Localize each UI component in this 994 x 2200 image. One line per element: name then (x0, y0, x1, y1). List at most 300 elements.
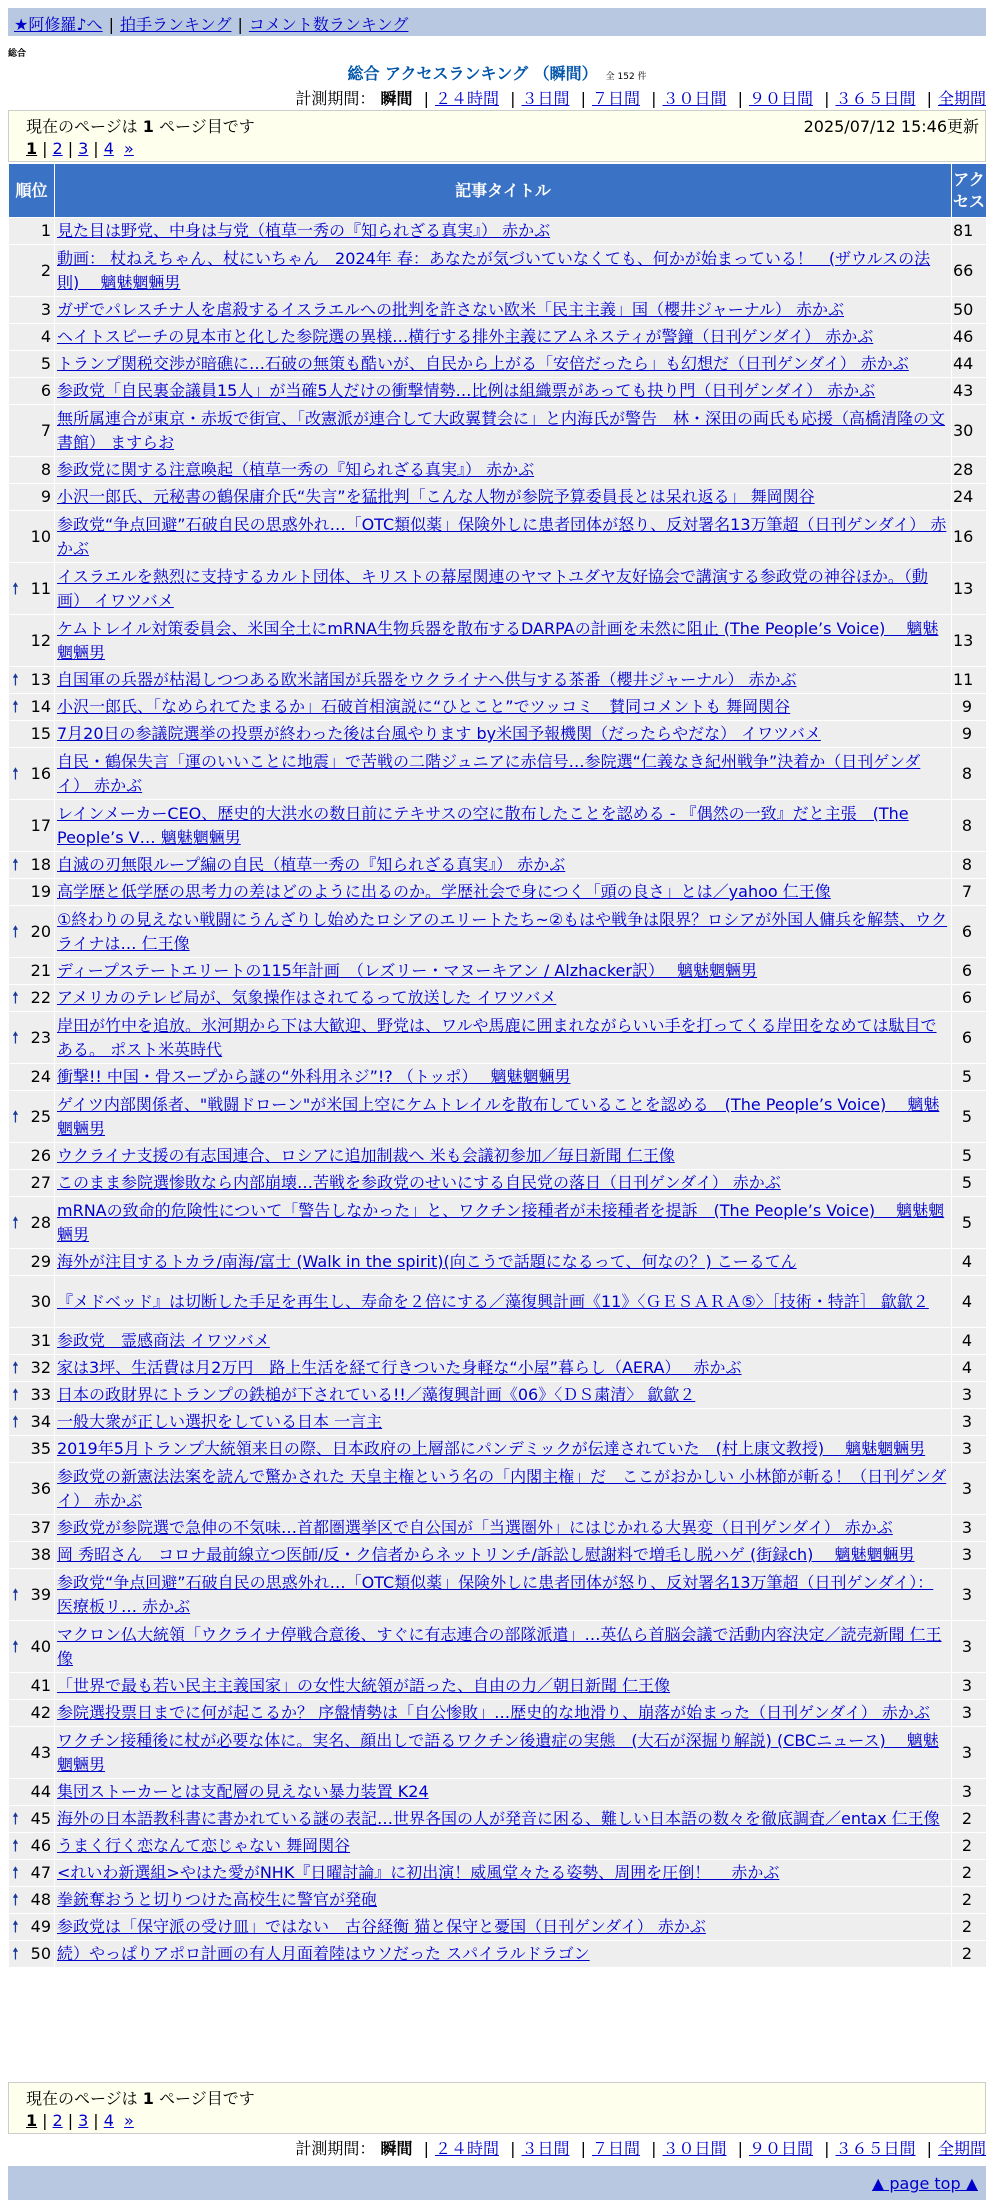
table-row (9, 615, 987, 667)
title-cell (55, 511, 952, 563)
table-row (9, 1328, 987, 1355)
table-row (9, 1833, 987, 1860)
title-cell (55, 245, 952, 297)
rank-cell (9, 985, 55, 1012)
table-row (9, 1621, 987, 1673)
access-count: 3 (952, 1621, 987, 1673)
article-link[interactable]: ヘイトスピーチの見本市と化した参院選の異様…横行する排外主義にアムネスティが警鐘（日刊ゲンダイ） 赤かぶ (57, 327, 874, 346)
rank-cell (9, 1091, 55, 1143)
rank-number: 16 (30, 763, 51, 783)
access-count: 30 (952, 405, 987, 457)
rank-cell (9, 1463, 55, 1515)
access-count: 2 (952, 1887, 987, 1914)
table-row (9, 1091, 987, 1143)
period-option[interactable]: 全期間 (937, 89, 986, 108)
article-link[interactable]: 高学歴と低学歴の思考力の差はどのように出るのか。学歴社会で身につく「頭の良さ」とは／yahoo 仁王像 (57, 882, 831, 901)
article-link[interactable]: ケムトレイル対策委員会、米国全土にmRNA生物兵器を散布するDARPAの計画を未然に阻止 (The People’s Voice) 魑魅魍魎男 (57, 618, 939, 662)
access-count: 24 (952, 484, 987, 511)
access-count: 3 (952, 1463, 987, 1515)
title-cell (55, 1064, 952, 1091)
rank-up-arrow-icon: 🠕 (12, 1863, 19, 1882)
title-cell (55, 1542, 952, 1569)
table-row (9, 1700, 987, 1727)
article-link[interactable]: このまま参院選惨敗なら内部崩壊…苦戦を参政党のせいにする自民党の落日（日刊ゲンダイ） 赤かぶ (57, 1173, 781, 1192)
access-count: 5 (952, 1143, 987, 1170)
article-link[interactable]: ワクチン接種後に杖が必要な体に。実名、顔出しで語るワクチン後遺症の実態 (大石が深掘り解説) (CBCニュース) 魑魅魍魎男 (57, 1730, 939, 1774)
table-row (9, 958, 987, 985)
title-cell (55, 958, 952, 985)
rank-up-arrow-icon: 🠕 (12, 1636, 19, 1656)
rank-number: 18 (30, 855, 51, 874)
pager-status: 現在のページは 1 ページ目です (26, 117, 255, 136)
rank-number: 11 (30, 578, 51, 598)
table-row (9, 1170, 987, 1197)
rank-number: 31 (30, 1331, 51, 1350)
article-link[interactable]: イスラエルを熱烈に支持するカルト団体、キリストの幕屋関連のヤマトユダヤ友好協会で講演する参政党の神谷ほか。（動画） イワツバメ (57, 566, 928, 610)
rank-up-arrow-icon: 🠕 (12, 670, 19, 689)
access-header: アクセス (952, 164, 987, 218)
rank-cell (9, 1382, 55, 1409)
title-cell (55, 1012, 952, 1064)
access-count: 3 (952, 1542, 987, 1569)
table-row (9, 378, 987, 405)
rank-number: 29 (30, 1252, 51, 1271)
article-link[interactable]: 続）やっぱりアポロ計画の有人月面着陸はウソだった スパイラルドラゴン (57, 1944, 590, 1963)
access-count: 50 (952, 297, 987, 324)
period-option[interactable]: ７日間 (591, 2139, 640, 2158)
current-page: 1 (26, 2111, 38, 2130)
rank-number: 37 (30, 1518, 51, 1537)
title-cell (55, 1700, 952, 1727)
table-row (9, 1355, 987, 1382)
article-link[interactable]: 小沢一郎氏、元秘書の鶴保庸介氏“失言”を猛批判「こんな人物が参院予算委員長とは呆れ返る」 舞岡関谷 (57, 487, 815, 506)
article-link[interactable]: マクロン仏大統領「ウクライナ停戦合意後、すぐに有志連合の部隊派遣」…英仏ら首脳会議で活動内容決定／読売新聞 仁王像 (57, 1624, 942, 1668)
table-row (9, 1409, 987, 1436)
title-cell (55, 985, 952, 1012)
page-link[interactable]: 3 (78, 139, 89, 158)
rank-number: 45 (30, 1809, 51, 1828)
rank-cell (9, 1673, 55, 1700)
access-count: 4 (952, 1328, 987, 1355)
rank-up-arrow-icon: 🠕 (12, 1944, 19, 1963)
table-row (9, 800, 987, 852)
title-cell (55, 405, 952, 457)
ranking-title: 総合 アクセスランキング （瞬間） (347, 64, 598, 83)
access-count: 3 (952, 1673, 987, 1700)
article-link[interactable]: トランプ関税交渉が暗礁に…石破の無策も酷いが、自民から上がる「安倍だったら」も幻想だ（日刊ゲンダイ） 赤かぶ (57, 354, 909, 373)
applause-ranking-link[interactable]: 拍手ランキング (119, 15, 232, 34)
article-link[interactable]: 参政党“争点回避”石破自民の思惑外れ…「OTC類似薬」保険外しに患者団体が怒り、反対署名13万筆超（日刊ゲンダイ） 赤かぶ (57, 514, 947, 558)
table-row (9, 1887, 987, 1914)
page-top-link[interactable]: ▲ page top ▲ (871, 2174, 978, 2193)
access-count: 3 (952, 1409, 987, 1436)
title-cell (55, 748, 952, 800)
rank-cell (9, 1249, 55, 1276)
article-link[interactable]: 参院選投票日までに何が起こるか？ 序盤情勢は「自公惨敗」…歴史的な地滑り、崩落が始まった（日刊ゲンダイ） 赤かぶ (57, 1703, 930, 1722)
rank-number: 35 (30, 1439, 51, 1458)
title-cell (55, 1779, 952, 1806)
article-link[interactable]: 参政党は「保守派の受け皿」ではない 古谷経衡 猫と保守と憂国（日刊ゲンダイ） 赤かぶ (57, 1917, 706, 1936)
rank-cell (9, 1276, 55, 1328)
rank-number: 33 (30, 1385, 51, 1404)
rank-number: 4 (40, 327, 51, 346)
access-count: 81 (952, 218, 987, 245)
rank-cell (9, 879, 55, 906)
title-cell (55, 694, 952, 721)
title-cell (55, 1806, 952, 1833)
access-count: 28 (952, 457, 987, 484)
table-row (9, 879, 987, 906)
access-count: 8 (952, 852, 987, 879)
nav-separator: | (237, 15, 243, 34)
article-link[interactable]: ディープステートエリートの115年計画 （レズリー・マヌーキアン / Alzhacker訳） 魑魅魍魎男 (57, 961, 758, 980)
rank-cell (9, 218, 55, 245)
table-row (9, 457, 987, 484)
period-option[interactable]: 全期間 (937, 2139, 986, 2158)
title-cell (55, 800, 952, 852)
rank-cell (9, 748, 55, 800)
rank-up-arrow-icon: 🠕 (12, 1809, 19, 1828)
period-option[interactable]: ７日間 (591, 89, 640, 108)
article-link[interactable]: レインメーカーCEO、歴史的大洪水の数日前にテキサスの空に散布したことを認める - 『偶然の一致』だと主張 (The People’s V… 魑魅魍魎男 (57, 803, 909, 847)
rank-number: 23 (30, 1027, 51, 1047)
rank-cell (9, 1727, 55, 1779)
period-option[interactable]: ３日間 (521, 2139, 570, 2158)
rank-cell (9, 1860, 55, 1887)
title-cell (55, 1887, 952, 1914)
access-count: 4 (952, 1249, 987, 1276)
rank-number: 46 (30, 1836, 51, 1855)
table-row (9, 351, 987, 378)
article-link[interactable]: 家は3坪、生活費は月2万円 路上生活を経て行きついた身軽な“小屋”暮らし（AERA） 赤かぶ (57, 1358, 742, 1377)
article-link[interactable]: 自滅の刃無限ループ編の自民（植草一秀の『知られざる真実』） 赤かぶ (57, 855, 566, 874)
rank-cell (9, 1355, 55, 1382)
rank-up-arrow-icon: 🠕 (12, 1385, 19, 1404)
article-link[interactable]: 参政党 霊感商法 イワツバメ (57, 1331, 270, 1350)
table-row (9, 985, 987, 1012)
rank-number: 3 (40, 300, 51, 319)
nav-separator: | (108, 15, 114, 34)
article-link[interactable]: 参政党「自民裏金議員15人」が当確5人だけの衝撃情勢…比例は組織票があっても抉り門（日刊ゲンダイ） 赤かぶ (57, 381, 876, 400)
rank-cell (9, 405, 55, 457)
rank-number: 32 (30, 1358, 51, 1377)
article-link[interactable]: 一般大衆が正しい選択をしている日本 一言主 (57, 1412, 383, 1431)
access-count: 8 (952, 748, 987, 800)
table-row (9, 1542, 987, 1569)
rank-number: 36 (30, 1478, 51, 1498)
article-link[interactable]: 参政党の新憲法法案を読んで驚かされた 天皇主権という名の「内閣主権」だ ここがおかしい 小林節が斬る！（日刊ゲンダイ） 赤かぶ (57, 1466, 947, 1510)
table-row (9, 484, 987, 511)
access-count: 13 (952, 563, 987, 615)
rank-cell (9, 1197, 55, 1249)
rank-up-arrow-icon: 🠕 (12, 1917, 19, 1936)
article-link[interactable]: 参政党“争点回避”石破自民の思惑外れ…「OTC類似薬」保険外しに患者団体が怒り、反対署名13万筆超（日刊ゲンダイ）：医療板リ… 赤かぶ (57, 1572, 934, 1616)
table-row (9, 1779, 987, 1806)
table-row (9, 1463, 987, 1515)
title-cell (55, 1833, 952, 1860)
rank-cell (9, 667, 55, 694)
article-link[interactable]: 日本の政財界にトランプの鉄槌が下されている!!／藻復興計画《06》〈ＤＳ粛清〉 歙歙２ (57, 1385, 696, 1404)
article-link[interactable]: ゲイツ内部関係者、"戦闘ドローン"が米国上空にケムトレイルを散布していることを認める (The People’s Voice) 魑魅魍魎男 (57, 1094, 940, 1138)
rank-cell (9, 800, 55, 852)
comment-ranking-link[interactable]: コメント数ランキング (248, 15, 409, 34)
rank-up-arrow-icon: 🠕 (12, 1027, 19, 1047)
rank-cell (9, 1700, 55, 1727)
title-cell (55, 1091, 952, 1143)
rank-cell (9, 1170, 55, 1197)
article-link[interactable]: 小沢一郎氏、「なめられてたまるか」石破首相演説に“ひとこと”でツッコミ 賛同コメントも 舞岡関谷 (57, 697, 791, 716)
title-cell (55, 1409, 952, 1436)
table-row (9, 1436, 987, 1463)
access-count: 3 (952, 1727, 987, 1779)
next-page-link[interactable]: » (124, 139, 134, 158)
article-link[interactable]: mRNAの致命的危険性について「警告しなかった」と、ワクチン接種者が未接種者を提訴 (The People’s Voice) 魑魅魍魎男 (57, 1200, 945, 1244)
rank-number: 9 (40, 487, 51, 506)
table-row (9, 1860, 987, 1887)
title-cell (55, 1621, 952, 1673)
article-link[interactable]: 7月20日の参議院選挙の投票が終わった後は台風やります by米国予報機関（だったらやだな） イワツバメ (57, 724, 821, 743)
title-cell (55, 906, 952, 958)
updated-timestamp: 2025/07/12 15:46更新 (803, 117, 979, 136)
page-link[interactable]: 2 (52, 139, 63, 158)
table-row (9, 324, 987, 351)
article-link[interactable]: ガザでパレスチナ人を虐殺するイスラエルへの批判を許さない欧米「民主主義」国（櫻井ジャーナル） 赤かぶ (57, 300, 845, 319)
rank-cell (9, 1914, 55, 1941)
rank-number: 15 (30, 724, 51, 743)
article-link[interactable]: 自民・鶴保失言「運のいいことに地震」で苦戦の二階ジュニアに赤信号…参院選“仁義なき紀州戦争”決着か（日刊ゲンダイ） 赤かぶ (57, 751, 921, 795)
access-count: 2 (952, 1860, 987, 1887)
pager-bottom (8, 2082, 986, 2134)
article-link[interactable]: 無所属連合が東京・赤坂で街宣、「改憲派が連合して大政翼賛会に」と内海氏が警告 林・深田の両氏も応援（高橋清隆の文書館） ますらお (57, 408, 946, 452)
page-link[interactable]: 4 (103, 139, 114, 158)
title-cell (55, 457, 952, 484)
title-cell (55, 1328, 952, 1355)
rank-cell (9, 1409, 55, 1436)
article-link[interactable]: 動画： 杖ねえちゃん、杖にいちゃん 2024年 春：あなたが気づいていなくても、何かが始まっている！ (ザウルスの法則) 魑魅魍魎男 (57, 248, 931, 292)
title-cell (55, 1515, 952, 1542)
access-count: 5 (952, 1064, 987, 1091)
rank-up-arrow-icon: 🠕 (12, 1890, 19, 1909)
access-count: 4 (952, 1355, 987, 1382)
rank-up-arrow-icon: 🠕 (12, 578, 19, 598)
period-current: 瞬間 (380, 2139, 413, 2158)
rank-number: 10 (30, 526, 51, 546)
table-row (9, 218, 987, 245)
access-count: 11 (952, 667, 987, 694)
rank-number: 6 (40, 381, 51, 400)
table-row (9, 1806, 987, 1833)
article-link[interactable]: 岸田が竹中を追放。氷河期から下は大歓迎、野党は、ワルや馬鹿に囲まれながらいい手を打ってくる岸田をなめては駄目である。 ポスト米英時代 (57, 1015, 937, 1059)
access-count: 3 (952, 1700, 987, 1727)
article-link[interactable]: 『メドベッド』は切断した手足を再生し、寿命を２倍にする／藻復興計画《11》〈ＧＥＳＡＲＡ⑤〉［技術・特許］ 歙歙２ (57, 1291, 929, 1311)
table-row (9, 405, 987, 457)
rank-cell (9, 1515, 55, 1542)
rank-number: 25 (30, 1106, 51, 1126)
table-row (9, 1515, 987, 1542)
article-link[interactable]: 参政党に関する注意喚起（植草一秀の『知られざる真実』） 赤かぶ (57, 460, 535, 479)
top-nav-bar (8, 8, 986, 36)
access-count: 6 (952, 1012, 987, 1064)
rank-cell (9, 1143, 55, 1170)
rank-cell (9, 906, 55, 958)
ranking-body (9, 218, 987, 1968)
article-link[interactable]: 海外の日本語教科書に書かれている謎の表記…世界各国の人が発音に困る、難しい日本語の数々を徹底調査／entax 仁王像 (57, 1809, 940, 1828)
period-option[interactable]: ３６５日間 (835, 89, 916, 108)
rank-cell (9, 615, 55, 667)
title-cell (55, 1276, 952, 1328)
article-link[interactable]: 自国軍の兵器が枯渇しつつある欧米諸国が兵器をウクライナへ供与する茶番（櫻井ジャーナル） 赤かぶ (57, 670, 797, 689)
rank-cell (9, 1328, 55, 1355)
rank-up-arrow-icon: 🠕 (12, 1836, 19, 1855)
title-cell (55, 1143, 952, 1170)
access-count: 9 (952, 694, 987, 721)
title-cell (55, 879, 952, 906)
rank-number: 21 (30, 961, 51, 980)
title-cell (55, 1355, 952, 1382)
access-count: 3 (952, 1569, 987, 1621)
article-link[interactable]: 見た目は野党、中身は与党（植草一秀の『知られざる真実』） 赤かぶ (57, 221, 551, 240)
rank-cell (9, 1436, 55, 1463)
rank-number: 17 (30, 815, 51, 835)
rank-number: 49 (30, 1917, 51, 1936)
access-count: 4 (952, 1276, 987, 1328)
page-title (0, 61, 994, 84)
article-link[interactable]: 集団ストーカーとは支配層の見えない暴力装置 K24 (57, 1782, 429, 1801)
table-row (9, 297, 987, 324)
article-link[interactable]: ウクライナ支援の有志国連合、ロシアに追加制裁へ 米も会議初参加／毎日新聞 仁王像 (57, 1146, 675, 1165)
table-row (9, 245, 987, 297)
title-cell (55, 324, 952, 351)
table-row (9, 563, 987, 615)
rank-number: 34 (30, 1412, 51, 1431)
rank-number: 1 (40, 221, 51, 240)
table-row (9, 906, 987, 958)
category-label: 総合 (8, 49, 27, 59)
period-option[interactable]: ３０日間 (662, 89, 727, 108)
title-cell (55, 1941, 952, 1968)
article-link[interactable]: アメリカのテレビ局が、気象操作はされてるって放送した イワツバメ (57, 988, 557, 1007)
period-option[interactable]: ３０日間 (662, 2139, 727, 2158)
title-cell (55, 1673, 952, 1700)
table-row (9, 511, 987, 563)
period-selector-top: 計測期間： 瞬間 | ２４時間 | ３日間 | ７日間 | ３０日間 | ９０日間 | ３６５日間 | 全期間 (295, 89, 986, 108)
title-cell (55, 615, 952, 667)
title-cell (55, 667, 952, 694)
period-option[interactable]: ３６５日間 (835, 2139, 916, 2158)
table-row (9, 748, 987, 800)
title-cell (55, 1569, 952, 1621)
rank-number: 43 (30, 1742, 51, 1762)
table-row (9, 1727, 987, 1779)
article-link[interactable]: 衝撃!! 中国・骨スープから謎の“外科用ネジ”!? （トッポ） 魑魅魍魎男 (57, 1067, 571, 1086)
period-option[interactable]: ９０日間 (748, 2139, 813, 2158)
article-link[interactable]: 岡 秀昭さん コロナ最前線立つ医師/反・ク信者からネットリンチ/訴訟し慰謝料で増毛し脱ハゲ (街録ch) 魑魅魍魎男 (57, 1545, 915, 1564)
rank-cell (9, 721, 55, 748)
rank-cell (9, 378, 55, 405)
table-row (9, 852, 987, 879)
home-link[interactable]: ★阿修羅♪へ (14, 15, 103, 34)
pager-status: 現在のページは 1 ページ目です (26, 2089, 255, 2108)
rank-cell (9, 457, 55, 484)
article-link[interactable]: 「世界で最も若い民主主義国家」の女性大統領が語った、自由の力／朝日新聞 仁王像 (57, 1676, 671, 1695)
rank-cell (9, 1779, 55, 1806)
article-link[interactable]: 2019年5月トランプ大統領来日の際、日本政府の上層部にパンデミックが伝達されていた (村上康文教授) 魑魅魍魎男 (57, 1439, 926, 1458)
title-cell (55, 1727, 952, 1779)
rank-number: 38 (30, 1545, 51, 1564)
access-count: 3 (952, 1779, 987, 1806)
access-count: 2 (952, 1941, 987, 1968)
rank-cell (9, 245, 55, 297)
access-count: 9 (952, 721, 987, 748)
rank-cell (9, 1941, 55, 1968)
table-row (9, 1197, 987, 1249)
rank-cell (9, 351, 55, 378)
title-cell (55, 218, 952, 245)
period-option[interactable]: ９０日間 (748, 89, 813, 108)
period-label: 計測期間： (295, 2139, 376, 2158)
title-cell (55, 378, 952, 405)
table-row (9, 1382, 987, 1409)
rank-up-arrow-icon: 🠕 (12, 921, 19, 941)
page-link[interactable]: 2 (52, 2111, 63, 2130)
rank-number: 41 (30, 1676, 51, 1695)
page-link[interactable]: 4 (103, 2111, 114, 2130)
next-page-link[interactable]: » (124, 2111, 134, 2130)
rank-number: 26 (30, 1146, 51, 1165)
access-count: 3 (952, 1515, 987, 1542)
access-count: 2 (952, 1914, 987, 1941)
article-link[interactable]: うまく行く恋なんて恋じゃない 舞岡関谷 (57, 1836, 351, 1855)
access-count: 3 (952, 1436, 987, 1463)
article-link[interactable]: 海外が注目するトカラ/南海/富士 (Walk in the spirit)(向こうで話題になるって、何なの？) こーるてん (57, 1252, 797, 1271)
article-link[interactable]: ①終わりの見えない戦闘にうんざりし始めたロシアのエリートたち~②もはや戦争は限界？ロシアが外国人傭兵を解禁、ウクライナは… 仁王像 (57, 909, 948, 953)
access-count: 5 (952, 1170, 987, 1197)
access-count: 6 (952, 985, 987, 1012)
rank-up-arrow-icon: 🠕 (12, 763, 19, 783)
period-selector-bottom: 計測期間： 瞬間 | ２４時間 | ３日間 | ７日間 | ３０日間 | ９０日間 | ３６５日間 | 全期間 (295, 2139, 986, 2158)
period-option[interactable]: ３日間 (521, 89, 570, 108)
access-count: 16 (952, 511, 987, 563)
period-option[interactable]: ２４時間 (434, 89, 499, 108)
rank-up-arrow-icon: 🠕 (12, 855, 19, 874)
rank-number: 22 (30, 988, 51, 1007)
article-link[interactable]: <れいわ新選組>やはた愛がNHK『日曜討論』に初出演！威風堂々たる姿勢、周囲を圧倒！ 赤かぶ (57, 1863, 780, 1882)
page-link[interactable]: 3 (78, 2111, 89, 2130)
article-link[interactable]: 参政党が参院選で急伸の不気味…首都圏選挙区で自公国が「当選圏外」にはじかれる大異変（日刊ゲンダイ） 赤かぶ (57, 1518, 893, 1537)
rank-cell (9, 1806, 55, 1833)
rank-number: 50 (30, 1944, 51, 1963)
rank-cell (9, 511, 55, 563)
table-row (9, 1276, 987, 1328)
current-page: 1 (26, 139, 38, 158)
rank-up-arrow-icon: 🠕 (12, 697, 19, 716)
title-cell (55, 1197, 952, 1249)
access-count: 2 (952, 1833, 987, 1860)
rank-number: 7 (40, 420, 51, 440)
article-link[interactable]: 拳銃奪おうと切りつけた高校生に警官が発砲 (57, 1890, 378, 1909)
title-cell (55, 721, 952, 748)
rank-number: 27 (30, 1173, 51, 1192)
table-row (9, 667, 987, 694)
title-cell (55, 852, 952, 879)
rank-cell (9, 1621, 55, 1673)
rank-cell (9, 1887, 55, 1914)
table-row (9, 1569, 987, 1621)
period-option[interactable]: ２４時間 (434, 2139, 499, 2158)
access-count: 5 (952, 1091, 987, 1143)
access-count: 66 (952, 245, 987, 297)
access-count: 3 (952, 1382, 987, 1409)
